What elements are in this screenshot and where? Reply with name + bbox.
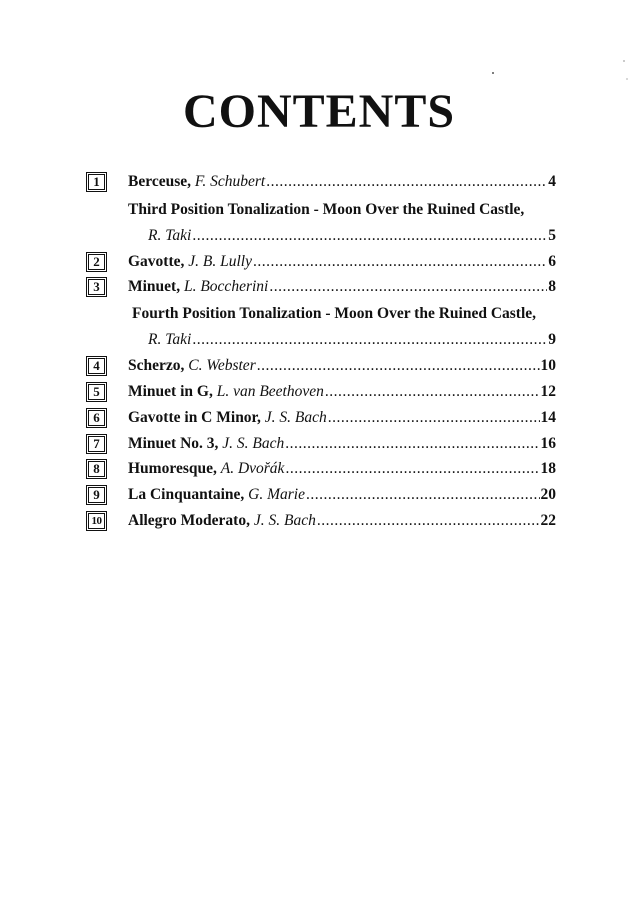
entry-composer: G. Marie <box>248 486 305 503</box>
entry-page-number: 14 <box>540 409 556 426</box>
scan-speck <box>623 60 625 62</box>
leader-dots <box>253 251 547 273</box>
entry-page-number: 12 <box>540 383 556 400</box>
entry-heading: Third Position Tonalization - Moon Over the Ruined Castle, <box>128 201 525 218</box>
toc-entry[interactable] <box>128 484 556 506</box>
entry-number-box: 9 <box>88 487 105 503</box>
entry-title: Minuet, <box>128 278 181 295</box>
entry-page-number: 6 <box>548 253 556 270</box>
entry-number-box: 5 <box>88 384 105 400</box>
entry-composer: C. Webster <box>188 357 256 374</box>
entry-composer: R. Taki <box>148 227 192 244</box>
entry-page-number: 20 <box>540 486 556 503</box>
leader-dots <box>306 484 540 506</box>
scan-speck <box>492 72 494 74</box>
toc-entry[interactable] <box>128 251 556 273</box>
entry-composer: J. S. Bach <box>264 409 327 426</box>
leader-dots <box>192 225 547 247</box>
entry-page-number: 9 <box>548 331 556 348</box>
toc-entry[interactable] <box>128 510 556 532</box>
leader-dots <box>285 433 539 455</box>
entry-composer: J. S. Bach <box>222 435 285 452</box>
leader-dots <box>325 381 540 403</box>
entry-number-box: 8 <box>88 461 105 477</box>
entry-number-box: 1 <box>88 174 105 190</box>
entry-title: Scherzo, <box>128 357 185 374</box>
entry-page-number: 16 <box>540 435 556 452</box>
entry-heading: Fourth Position Tonalization - Moon Over the Ruined Castle, <box>132 305 537 322</box>
entry-composer: J. B. Lully <box>188 253 252 270</box>
leader-dots <box>257 355 540 377</box>
toc-entry[interactable] <box>128 433 556 455</box>
entry-number-box: 4 <box>88 358 105 374</box>
entry-page-number: 8 <box>548 278 556 295</box>
leader-dots <box>317 510 540 532</box>
toc-entry[interactable] <box>128 458 556 480</box>
entry-title: Gavotte, <box>128 253 185 270</box>
entry-number-box: 3 <box>88 279 105 295</box>
leader-dots <box>192 329 547 351</box>
entry-page-number: 4 <box>548 173 556 190</box>
entry-composer: R. Taki <box>148 331 192 348</box>
entry-composer: L. Boccherini <box>183 278 269 295</box>
entry-title: Minuet in G, <box>128 383 213 400</box>
entry-composer: J. S. Bach <box>253 512 316 529</box>
entry-title: Allegro Moderato, <box>128 512 250 529</box>
leader-dots <box>328 407 540 429</box>
entry-title: Humoresque, <box>128 460 217 477</box>
toc-entry[interactable] <box>148 329 556 351</box>
toc-entry[interactable] <box>128 407 556 429</box>
toc-entry[interactable] <box>128 355 556 377</box>
toc-entry[interactable] <box>128 171 556 193</box>
entry-number-box: 7 <box>88 436 105 452</box>
entry-number-box: 2 <box>88 254 105 270</box>
entry-title: Minuet No. 3, <box>128 435 219 452</box>
entry-composer: A. Dvořák <box>220 460 285 477</box>
entry-page-number: 22 <box>540 512 556 529</box>
toc-entry[interactable] <box>128 276 556 298</box>
entry-title: Berceuse, <box>128 173 191 190</box>
scan-speck <box>626 78 628 80</box>
leader-dots <box>285 458 539 480</box>
entry-title: La Cinquantaine, <box>128 486 245 503</box>
entry-composer: F. Schubert <box>194 173 266 190</box>
entry-page-number: 18 <box>540 460 556 477</box>
leader-dots <box>266 171 547 193</box>
entry-composer: L. van Beethoven <box>216 383 324 400</box>
entry-page-number: 5 <box>548 227 556 244</box>
entry-number-box: 6 <box>88 410 105 426</box>
page-title: CONTENTS <box>182 85 456 138</box>
leader-dots <box>269 276 547 298</box>
entry-page-number: 10 <box>540 357 556 374</box>
toc-entry[interactable] <box>148 225 556 247</box>
entry-number-box: 10 <box>88 513 105 529</box>
toc-entry[interactable] <box>128 381 556 403</box>
entry-title: Gavotte in C Minor, <box>128 409 261 426</box>
